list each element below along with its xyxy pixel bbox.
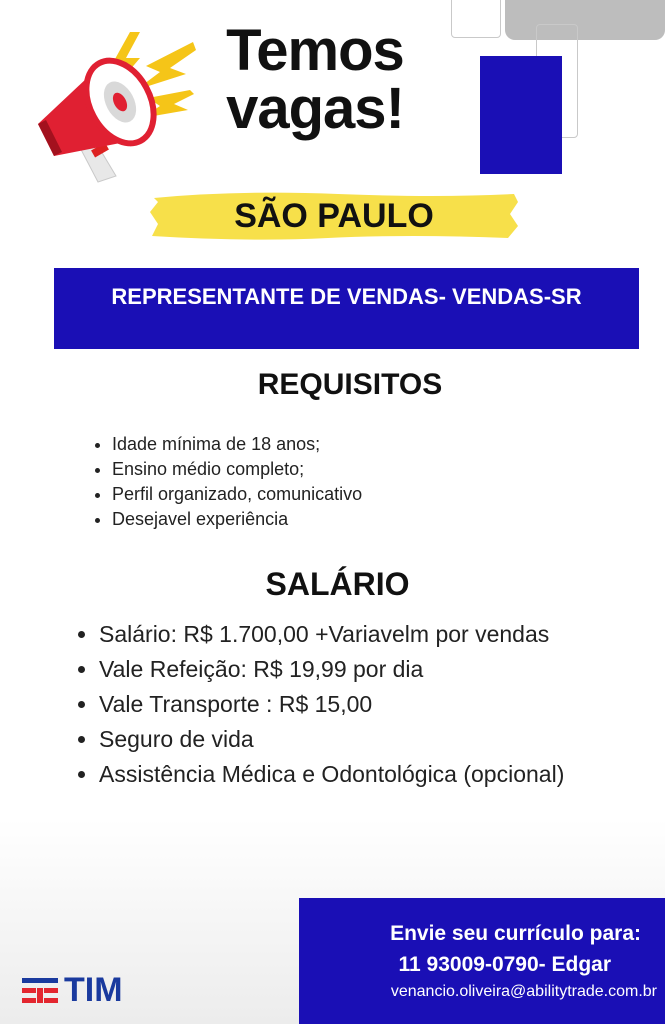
decorative-blue-block <box>480 56 562 174</box>
contact-phone[interactable]: 11 93009-0790- Edgar <box>398 953 611 976</box>
job-title: REPRESENTANTE DE VENDAS- VENDAS-SR <box>111 284 582 309</box>
title-line-2: vagas! <box>226 76 404 141</box>
requirements-heading: REQUISITOS <box>257 368 443 401</box>
tim-logo-icon <box>22 976 58 1006</box>
list-item: • Idade mínima de 18 anos; <box>112 432 362 457</box>
list-item: • Vale Transporte : R$ 15,00 <box>99 687 564 722</box>
title-line-1: Temos <box>226 18 404 83</box>
list-item: • Ensino médio completo; <box>112 457 362 482</box>
list-item: • Salário: R$ 1.700,00 +Variavelm por vendas <box>99 617 564 652</box>
megaphone-icon <box>18 28 203 188</box>
list-item: • Vale Refeição: R$ 19,99 por dia <box>99 652 564 687</box>
brand-name: TIM <box>64 971 123 1009</box>
page-title <box>200 18 430 141</box>
salary-heading: SALÁRIO <box>265 566 410 602</box>
decorative-frame <box>451 0 501 38</box>
list-item: • Seguro de vida <box>99 722 564 757</box>
salary-list <box>76 617 564 792</box>
city-label: SÃO PAULO <box>234 197 434 235</box>
decorative-gray-block <box>505 0 665 40</box>
list-item: • Desejavel experiência <box>112 507 362 532</box>
list-item: • Assistência Médica e Odontológica (opcional) <box>99 757 564 792</box>
requirements-list <box>92 432 362 532</box>
list-item: • Perfil organizado, comunicativo <box>112 482 362 507</box>
tim-logo <box>22 971 132 1009</box>
contact-email[interactable]: venancio.oliveira@abilitytrade.com.br <box>390 983 657 1000</box>
contact-heading: Envie seu currículo para: <box>390 922 641 945</box>
